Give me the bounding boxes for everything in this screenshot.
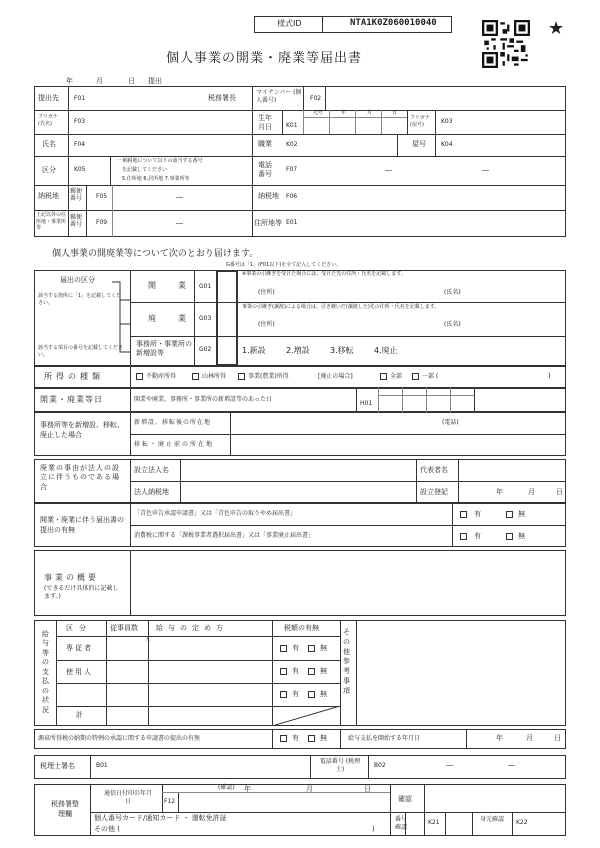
corp-rep: 代表者名: [420, 466, 448, 474]
agent-row: [34, 755, 566, 779]
gensen-start: 給与支払を開始する年月日: [348, 735, 421, 742]
date-month: 月: [96, 77, 103, 85]
qr-code: [482, 20, 530, 68]
form-title: 個人事業の開業・廃業等届出書: [166, 51, 363, 66]
date-year: 年: [66, 77, 73, 85]
postal-label-2: 郵便番号: [70, 214, 83, 229]
checkbox-shiyonin-no[interactable]: [308, 668, 315, 675]
office-use-month: 月: [306, 785, 313, 793]
birth-month: 月: [367, 110, 373, 116]
shiyonin-no: 無: [320, 667, 327, 675]
income-fudosan: 不動産所得: [146, 373, 177, 380]
postal-dash-2: ―: [176, 219, 183, 227]
senjusha-yes: 有: [292, 644, 299, 652]
notice-haigyo-note: 事業の引継ぎ(譲渡)による場合は、引き継いだ(譲渡した)先の住所・氏名を記載します。: [242, 304, 440, 310]
furigana-shop-label: フリガナ (屋号): [410, 115, 430, 128]
office-use-year: 年: [244, 785, 251, 793]
field-b01: B01: [96, 762, 108, 769]
agent-phone: 電話番号 (税理士): [319, 758, 361, 773]
nouzeichi-label-2: 納税地: [258, 192, 279, 200]
option-move: 3.移転: [330, 346, 354, 355]
declaration-text: 個人事業の開廃業等について次のとおり届けます。: [52, 249, 259, 259]
taxpayer-table: [34, 86, 566, 237]
birth-year: 年: [341, 110, 347, 116]
field-k04: K04: [441, 141, 453, 148]
gensen-year: 年: [496, 734, 503, 742]
furigana-label: フリガナ (氏名): [38, 114, 58, 127]
apps-blue-return: 「青色申告承認申請書」又は「青色申告の取りやめ届出書」: [134, 510, 297, 517]
checkbox-shiyonin-yes[interactable]: [280, 668, 287, 675]
notice-haigyo-addr: (住所): [258, 321, 275, 328]
gensen-day: 日: [554, 734, 561, 742]
field-f09: F09: [96, 219, 108, 226]
form-id-value: NTA1K0Z060010040: [350, 18, 437, 28]
field-b02: B02: [374, 762, 386, 769]
corp-label: 廃業の事由が法人の設立に伴うものである場合: [40, 464, 120, 491]
postal-label-1: 郵便番号: [70, 188, 83, 203]
apps2-no: 無: [518, 532, 525, 540]
notice-kubun-head: 届出の区分: [60, 276, 95, 284]
income-row: [34, 366, 566, 388]
office-use-check: (確認): [218, 784, 235, 791]
salary-diagonal: [272, 706, 340, 726]
field-k03: K03: [441, 118, 453, 125]
addr-other-label: 上記以外の住所地・事業所等: [36, 212, 67, 231]
kubun-label: 区分: [42, 166, 56, 174]
bracket-lines: [110, 280, 134, 360]
field-f05: F05: [96, 193, 108, 200]
mynumber-label: マイナンバー (個人番号): [256, 89, 302, 104]
birth-era: 元号: [313, 110, 324, 116]
gensen-label: 源泉所得税の納期の特例の承認に関する申請書の提出の有無: [38, 735, 201, 742]
office-new-addr: 新増設、移転後の所在地: [134, 419, 212, 426]
field-k22: K22: [516, 819, 528, 826]
office-use-close-paren: ): [372, 825, 375, 833]
salary-shiyonin: 使用人: [66, 668, 93, 676]
field-h01: H01: [360, 400, 373, 407]
income-all: 全部: [390, 373, 403, 380]
field-g03: G03: [199, 315, 212, 322]
business-sub: (できるだけ具体的に記載します。): [44, 585, 119, 601]
tax-office-label: 税務署長: [208, 94, 236, 102]
notice-haigyo-name: (氏名): [444, 321, 461, 328]
field-k21: K21: [428, 819, 440, 826]
field-k05: K05: [74, 166, 86, 173]
option-expand: 2.増設: [286, 346, 310, 355]
submitted-to-label: 提出先: [38, 94, 59, 102]
corp-date: 設立登記: [420, 488, 448, 496]
senjusha-no: 無: [320, 644, 327, 652]
row3-yes: 有: [292, 690, 299, 698]
notice-kaigyo-note: ※事業の引継ぎを受けた場合には、受けた先の住所・氏名を記載します。: [242, 271, 406, 277]
field-g01: G01: [199, 283, 212, 290]
salary-label: 給与等の支払の状況: [42, 630, 49, 714]
office-use-comm: 通信日付印の年月日: [103, 790, 152, 806]
office-old-addr: 移転・廃止前の所在地: [134, 441, 215, 448]
salary-total: 計: [76, 711, 83, 719]
gensen-month: 月: [526, 734, 533, 742]
salary-other: その他参考事項: [343, 628, 350, 695]
business-box: [34, 550, 566, 616]
field-f02: F02: [310, 95, 322, 102]
office-use-idcard: 個人番号カード/通知カード ・ 運転免許証: [94, 814, 227, 822]
phone-dash-2: ―: [482, 166, 489, 174]
checkbox-sanrin[interactable]: [192, 373, 199, 380]
checkbox-apps2-yes[interactable]: [460, 533, 467, 540]
shiyonin-yes: 有: [292, 667, 299, 675]
office-use-label: 税務署整理欄: [51, 800, 79, 818]
office-use-confirm: 確認: [398, 795, 412, 803]
office-use-numcheck: 番号確認: [395, 816, 408, 831]
corp-addr: 法人納税地: [134, 488, 169, 496]
office-use-other: その他 (: [94, 825, 120, 833]
date-row-label: 開業・廃業等日: [40, 395, 103, 404]
name-label: 氏名: [42, 140, 56, 148]
apps1-yes: 有: [474, 510, 481, 518]
checkbox-all[interactable]: [380, 373, 387, 380]
notice-jigyosho: 事務所・事業所の新増設等: [136, 340, 192, 358]
field-f07: F07: [286, 166, 298, 173]
row3-no: 無: [320, 690, 327, 698]
checkbox-row3-no[interactable]: [308, 691, 315, 698]
postal-dash-1: ―: [176, 193, 183, 201]
checkbox-apps1-yes[interactable]: [460, 511, 467, 518]
notice-kaigyo: 開 業: [148, 281, 188, 290]
field-f03: F03: [74, 118, 86, 125]
nouzeichi-label: 納税地: [38, 192, 59, 200]
shop-name-label: 屋号: [412, 140, 426, 148]
office-use-idcheck: 身元確認: [480, 816, 505, 823]
income-close-paren: ): [548, 372, 551, 380]
salary-unit: 人: [145, 637, 151, 643]
field-g02: G02: [199, 346, 212, 353]
office-use-day: 日: [364, 785, 371, 793]
business-label: 事業の概要: [44, 573, 99, 582]
field-f06: F06: [286, 193, 298, 200]
option-close: 4.廃止: [374, 346, 398, 355]
gensen-no: 無: [320, 734, 327, 742]
gensen-yes: 有: [292, 734, 299, 742]
field-e01: E01: [286, 219, 298, 226]
income-haishi-case: [廃止の場合]: [318, 373, 353, 380]
income-sanrin: 山林所得: [202, 373, 227, 380]
checkbox-senjusha-no[interactable]: [308, 645, 315, 652]
addr-etc-label: 住所地等: [254, 219, 282, 227]
date-row-desc: 開業や廃業、事務所・事業所の新増設等のあった日: [134, 396, 272, 403]
notice-seq-note: G番号は「1」(F01以下)を全て記入してください。: [226, 262, 342, 268]
field-k01: K01: [286, 122, 298, 129]
salary-method: 給与の定め方: [156, 624, 228, 632]
office-tel: (電話): [442, 419, 459, 426]
corp-day: 日: [556, 488, 563, 496]
notice-note-2: 該当する項目の番号を記載してください。: [38, 345, 124, 358]
apps-consumption: 消費税に関する「課税事業者選択届出書」又は「事業廃止届出書」: [134, 532, 315, 539]
field-f04: F04: [74, 141, 86, 148]
field-k02: K02: [286, 141, 298, 148]
corp-month: 月: [528, 488, 535, 496]
field-f12: F12: [164, 798, 176, 805]
checkbox-gensen-no[interactable]: [308, 735, 315, 742]
checkbox-fudosan[interactable]: [136, 373, 143, 380]
star-mark: ★: [548, 18, 565, 39]
checkbox-apps1-no[interactable]: [506, 511, 513, 518]
kubun-note-2: を記載してください: [122, 167, 168, 173]
checkbox-row3-yes[interactable]: [280, 691, 287, 698]
apps1-no: 無: [518, 510, 525, 518]
date-row: [34, 388, 566, 412]
kubun-note-3: 5.住所地 6.居所地 7.事業所等: [122, 176, 190, 182]
birth-day: 日: [392, 110, 398, 116]
option-new: 1.新設: [242, 346, 266, 355]
checkbox-apps2-no[interactable]: [506, 533, 513, 540]
checkbox-gensen-yes[interactable]: [280, 735, 287, 742]
notice-haigyo: 廃 業: [148, 314, 188, 323]
agent-label: 税理士署名: [40, 762, 75, 770]
salary-staff: 従事員数: [110, 624, 138, 632]
corp-name: 設立法人名: [134, 466, 169, 474]
income-jigyo: 事業(農業)所得: [248, 373, 289, 380]
date-submit: 提出: [148, 77, 162, 85]
corp-year: 年: [496, 488, 503, 496]
agent-dash-1: ―: [446, 761, 453, 769]
kubun-input-box[interactable]: [216, 270, 238, 366]
notice-kaigyo-addr: (住所): [258, 289, 275, 296]
notice-note-1: 該当する箇所に「1」を記載してください。: [38, 293, 122, 306]
checkbox-jigyo[interactable]: [238, 373, 245, 380]
office-label: 事務所等を新増設、移転、廃止した場合: [40, 421, 124, 439]
income-partial: 一部 (: [422, 373, 439, 380]
salary-kubun: 区分: [66, 624, 92, 632]
salary-senjusha: 専従者: [66, 644, 93, 652]
form-id-label: 様式ID: [277, 19, 302, 28]
income-label: 所得の種類: [44, 372, 104, 381]
phone-dash-1: ―: [385, 166, 392, 174]
date-day: 日: [128, 77, 135, 85]
notice-kaigyo-name: (氏名): [444, 289, 461, 296]
birth-label: 生年月日: [258, 114, 272, 132]
kubun-note-1: 一 納税地について以下の該当する番号: [116, 158, 203, 164]
salary-tax: 税額の有無: [284, 624, 319, 632]
apps-label: 開業・廃業に伴う届出書の提出の有無: [40, 516, 124, 534]
apps2-yes: 有: [474, 532, 481, 540]
agent-dash-2: ―: [508, 761, 515, 769]
checkbox-senjusha-yes[interactable]: [280, 645, 287, 652]
phone-label: 電話番号: [258, 161, 272, 179]
checkbox-partial[interactable]: [412, 373, 419, 380]
job-label: 職業: [258, 140, 272, 148]
field-f01: F01: [74, 95, 86, 102]
